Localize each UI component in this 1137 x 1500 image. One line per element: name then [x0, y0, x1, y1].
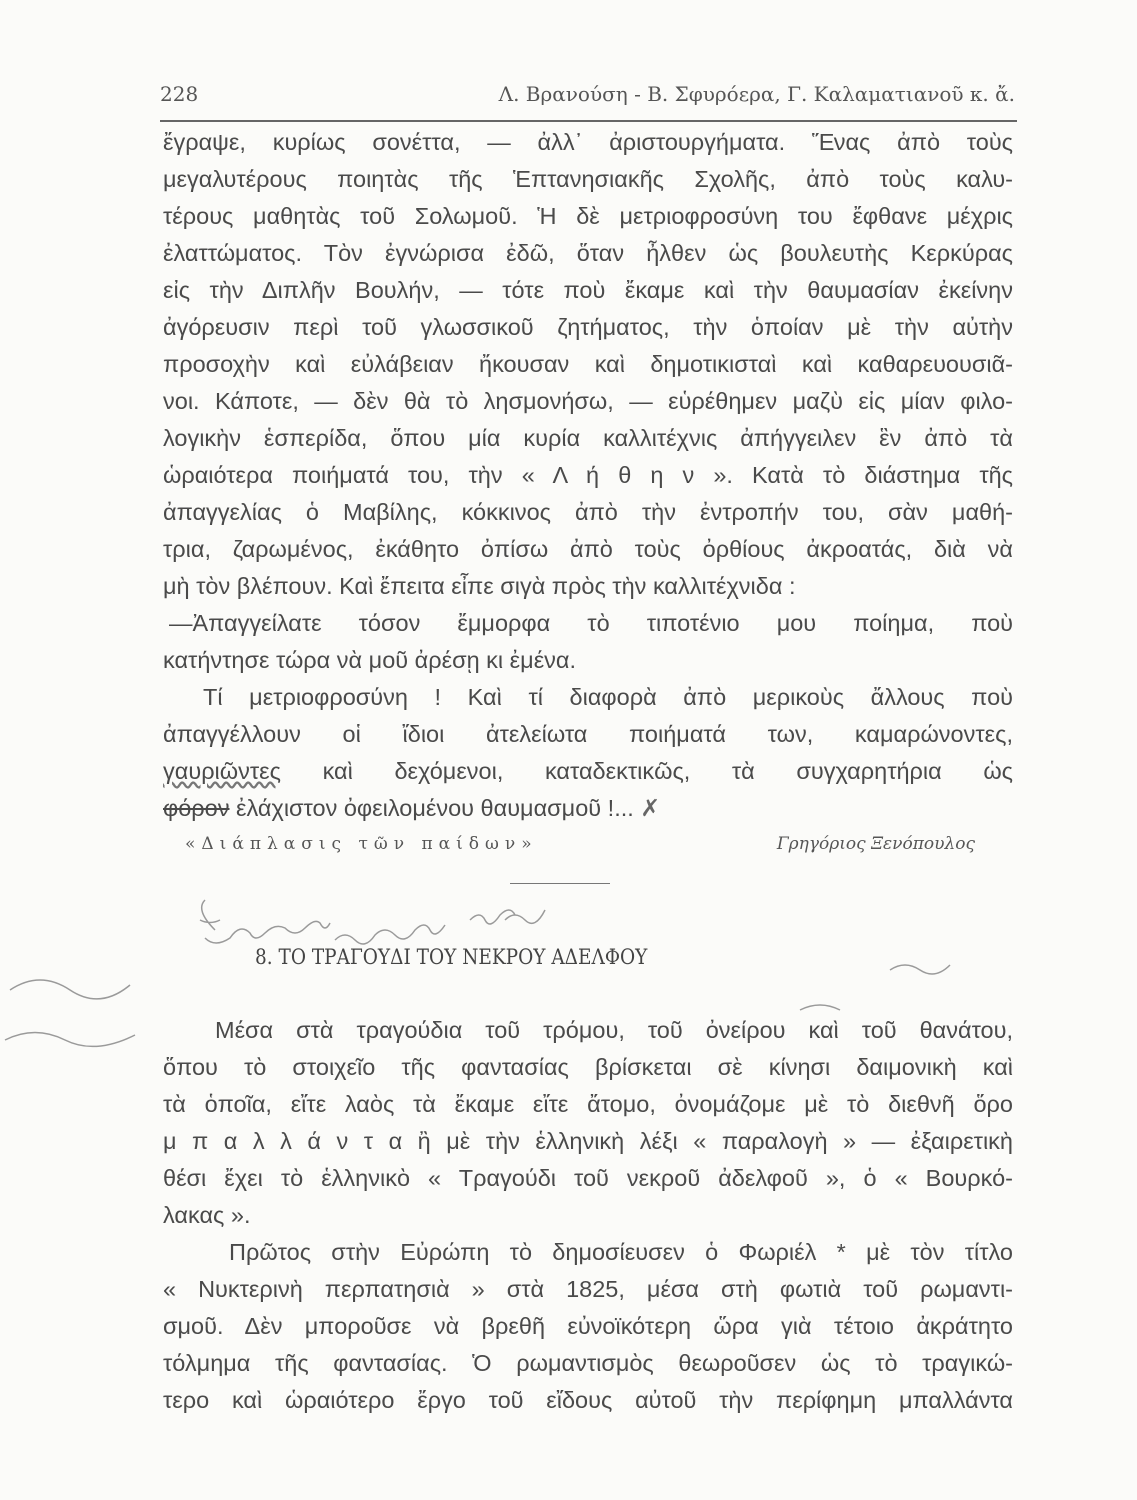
text-line: Πρῶτος στὴν Εὐρώπη τὸ δημοσίευσεν ὁ Φωριέλ * μὲ τὸν τίτλο	[229, 1239, 1013, 1265]
text-line: τέρους μαθητὰς τοῦ Σολωμοῦ. Ἡ δὲ μετριοφροσύνη του ἔφθανε μέχρις	[163, 203, 1013, 229]
text-line: τόλμημα τῆς φαντασίας. Ὁ ρωμαντισμὸς θεωροῦσεν ὡς τὸ τραγικώ-	[163, 1350, 1013, 1376]
citation-author: Γρηγόριος Ξενόπουλος	[776, 834, 975, 854]
pen-mark: ✗	[640, 795, 661, 821]
quote-line: —Ἀπαγγείλατε τόσον ἔμμορφα τὸ τιποτένιο μου ποίημα, ποὺ	[169, 610, 1013, 636]
text-line	[163, 790, 1013, 827]
text-line: σμοῦ. Δὲν μποροῦσε νὰ βρεθῆ εὐνοϊκότερη ὥρα γιὰ τέτοιο ἀκράτητο	[163, 1313, 1013, 1339]
text-line: ἀπαγγέλλουν οἱ ἴδιοι ἀτελείωτα ποιήματά των, καμαρώνοντες,	[163, 721, 1013, 747]
text-line: « Νυκτερινὴ περπατησιὰ » στὰ 1825, μέσα στὴ φωτιὰ τοῦ ρωμαντι-	[163, 1276, 1013, 1302]
section1-text	[163, 124, 1013, 827]
section-heading: 8. ΤΟ ΤΡΑΓΟΥΔΙ ΤΟΥ ΝΕΚΡΟΥ ΑΔΕΛΦΟΥ	[255, 945, 648, 969]
quote-line: κατήντησε τώρα νὰ μοῦ ἀρέσῃ κι ἐμένα.	[163, 647, 577, 673]
text-line: λογικὴν ἑσπερίδα, ὅπου μία κυρία καλλιτέχνις ἀπήγγειλεν ἓν ἀπὸ τὰ	[163, 425, 1013, 451]
text-span: καὶ δεχόμενοι, καταδεκτικῶς, τὰ συγχαρητήρια ὡς	[322, 758, 1014, 784]
underlined-word: γαυριῶντες	[163, 758, 281, 784]
text-line: ἔγραψε, κυρίως σονέττα, — ἀλλ᾽ ἀριστουργήματα. Ἕνας ἀπὸ τοὺς	[163, 129, 1013, 155]
text-line: προσοχὴν καὶ εὐλάβειαν ἤκουσαν καὶ δημοτικισταὶ καὶ καθαρευουσιᾶ-	[163, 351, 1013, 377]
citation	[185, 834, 975, 858]
text-span: ἐλάχιστον ὀφειλομένου θαυμασμοῦ !...	[236, 795, 634, 821]
header-rule	[160, 120, 1017, 122]
text-line	[163, 753, 1013, 790]
running-header	[160, 82, 1015, 108]
text-line: μ π α λ λ ά ν τ α ἢ μὲ τὴν ἑλληνικὴ λέξι « παραλογὴ » — ἐξαιρετικὴ	[163, 1128, 1013, 1154]
text-line: τερο καὶ ὡραιότερο ἔργο τοῦ εἴδους αὐτοῦ τὴν περίφημη μπαλλάντα	[163, 1387, 1013, 1413]
text-line: ἀγόρευσιν περὶ τοῦ γλωσσικοῦ ζητήματος, τὴν ὁποίαν μὲ τὴν αὐτὴν	[163, 314, 1013, 340]
citation-source: «Διάπλασις τῶν παίδων»	[185, 834, 538, 854]
struck-word: φόρον	[163, 795, 230, 821]
text-line: μὴ τὸν βλέπουν. Καὶ ἔπειτα εἶπε σιγὰ πρὸς τὴν καλλιτέχνιδα :	[163, 573, 796, 599]
text-line: λακας ».	[163, 1202, 251, 1228]
text-line: εἰς τὴν Διπλῆν Βουλήν, — τότε ποὺ ἔκαμε καὶ τὴν θαυμασίαν ἐκείνην	[163, 277, 1013, 303]
text-line: τὰ ὁποῖα, εἴτε λαὸς τὰ ἔκαμε εἴτε ἄτομο, ὀνομάζομε μὲ τὸ διεθνῆ ὅρο	[163, 1091, 1013, 1117]
text-line: νοι. Κάποτε, — δὲν θὰ τὸ λησμονήσω, — εὑρέθημεν μαζὺ εἰς μίαν φιλο-	[163, 388, 1013, 414]
text-line: Τί μετριοφροσύνη ! Καὶ τί διαφορὰ ἀπὸ μερικοὺς ἄλλους ποὺ	[203, 684, 1013, 710]
section-divider	[510, 883, 610, 884]
text-line: μεγαλυτέρους ποιητὰς τῆς Ἑπτανησιακῆς Σχολῆς, ἀπὸ τοὺς καλυ-	[163, 166, 1013, 192]
text-line: ἀπαγγελίας ὁ Μαβίλης, κόκκινος ἀπὸ τὴν ἐντροπήν του, σὰν μαθή-	[163, 499, 1013, 525]
text-line: τρια, ζαρωμένος, ἐκάθητο ὀπίσω ἀπὸ τοὺς ὀρθίους ἀκροατάς, διὰ νὰ	[163, 536, 1013, 562]
page-number: 228	[160, 82, 199, 106]
running-title: Λ. Βρανούση - Β. Σφυρόερα, Γ. Καλαματιανοῦ κ. ἄ.	[498, 82, 1015, 106]
text-line: θέσι ἔχει τὸ ἑλληνικὸ « Τραγούδι τοῦ νεκροῦ ἀδελφοῦ », ὁ « Βουρκό-	[163, 1165, 1013, 1191]
text-line: ἐλαττώματος. Τὸν ἐγνώρισα ἐδῶ, ὅταν ἦλθεν ὡς βουλευτὴς Κερκύρας	[163, 240, 1013, 266]
text-line: ὅπου τὸ στοιχεῖο τῆς φαντασίας βρίσκεται σὲ κίνησι δαιμονικὴ καὶ	[163, 1054, 1013, 1080]
section2-text	[163, 1012, 1013, 1419]
text-line: Μέσα στὰ τραγούδια τοῦ τρόμου, τοῦ ὀνείρου καὶ τοῦ θανάτου,	[215, 1017, 1013, 1043]
text-line: ὡραιότερα ποιήματά του, τὴν « Λ ή θ η ν ». Κατὰ τὸ διάστημα τῆς	[163, 462, 1013, 488]
